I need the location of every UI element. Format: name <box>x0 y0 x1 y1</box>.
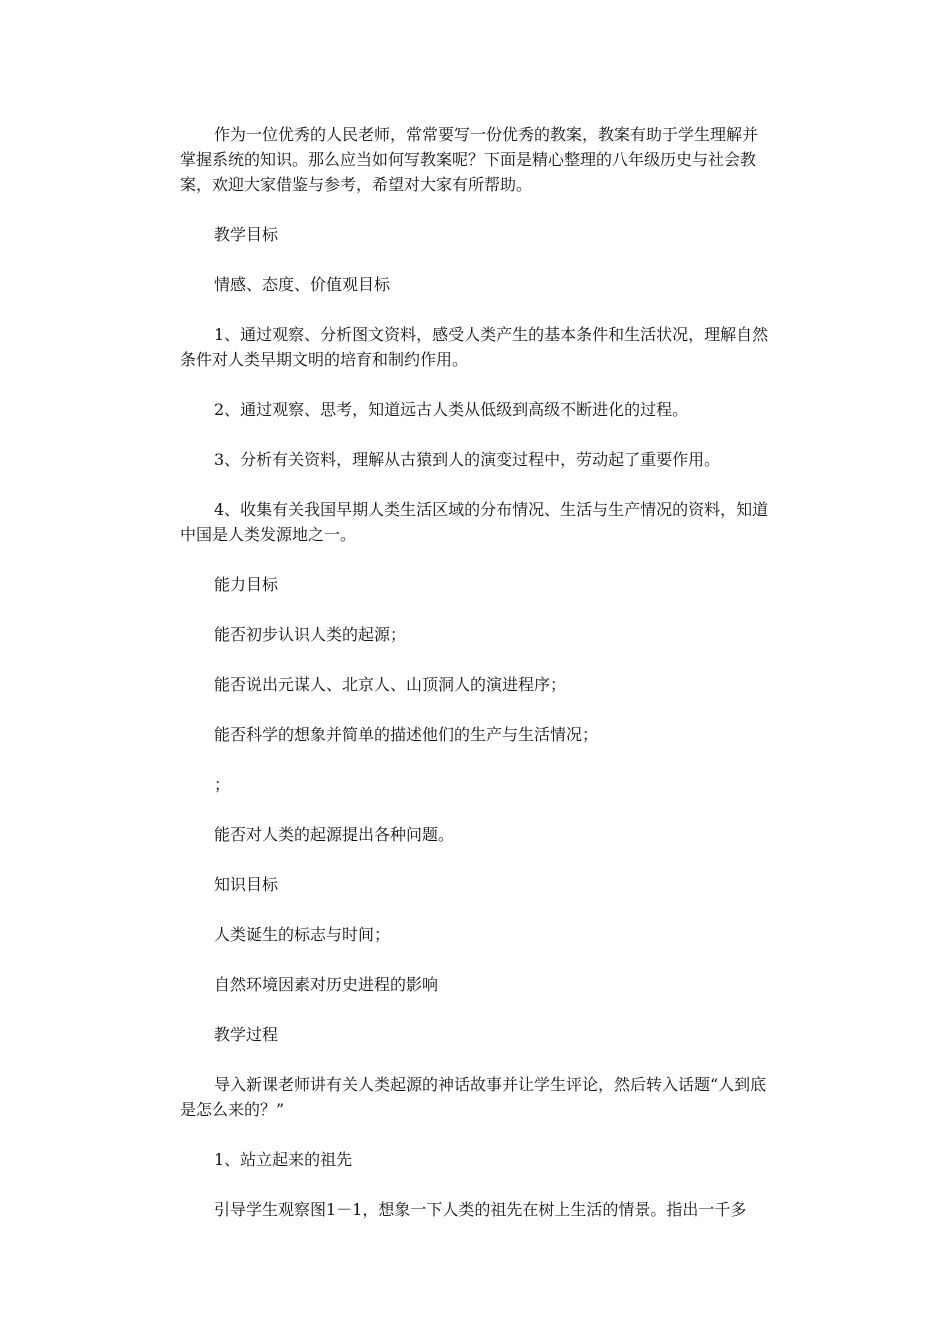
ability-goal-item-1: 能否初步认识人类的起源； <box>214 625 407 644</box>
document-page <box>180 0 772 1344</box>
ability-goal-item-2: 能否说出元谋人、北京人、山顶洞人的演进程序； <box>214 675 567 694</box>
heading-teaching-process: 教学过程 <box>214 1025 279 1044</box>
process-intro-paragraph: 导入新课老师讲有关人类起源的神话故事并让学生评论，然后转入话题“人到底是怎么来的？” <box>180 1075 767 1119</box>
ability-goal-item-4: 能否对人类的起源提出各种问题。 <box>214 825 455 844</box>
emotion-goal-item-1: 1、通过观察、分析图文资料，感受人类产生的基本条件和生活状况，理解自然条件对人类早期文明的培育和制约作用。 <box>180 325 769 369</box>
heading-emotion-goals: 情感、态度、价值观目标 <box>214 275 391 294</box>
knowledge-goal-item-1: 人类诞生的标志与时间； <box>214 925 391 944</box>
ability-goal-item-blank: ； <box>214 775 231 794</box>
heading-teaching-goals: 教学目标 <box>214 225 279 244</box>
ability-goal-item-3: 能否科学的想象并简单的描述他们的生产与生活情况； <box>214 725 599 744</box>
intro-paragraph: 作为一位优秀的人民老师，常常要写一份优秀的教案，教案有助于学生理解并掌握系统的知识。那么应当如何写教案呢？下面是精心整理的八年级历史与社会教案，欢迎大家借鉴与参考，希望对大家有所帮助。 <box>180 125 759 194</box>
heading-ability-goals: 能力目标 <box>214 575 279 594</box>
process-section-1-paragraph: 引导学生观察图1－1，想象一下人类的祖先在树上生活的情景。指出一千多 <box>214 1200 747 1219</box>
knowledge-goal-item-2: 自然环境因素对历史进程的影响 <box>214 975 439 994</box>
emotion-goal-item-2: 2、通过观察、思考，知道远古人类从低级到高级不断进化的过程。 <box>214 400 689 419</box>
emotion-goal-item-4: 4、收集有关我国早期人类生活区域的分布情况、生活与生产情况的资料，知道中国是人类发源地之一。 <box>180 500 769 544</box>
heading-knowledge-goals: 知识目标 <box>214 875 279 894</box>
process-section-1-heading: 1、站立起来的祖先 <box>214 1150 353 1169</box>
emotion-goal-item-3: 3、分析有关资料，理解从古猿到人的演变过程中，劳动起了重要作用。 <box>214 450 721 469</box>
